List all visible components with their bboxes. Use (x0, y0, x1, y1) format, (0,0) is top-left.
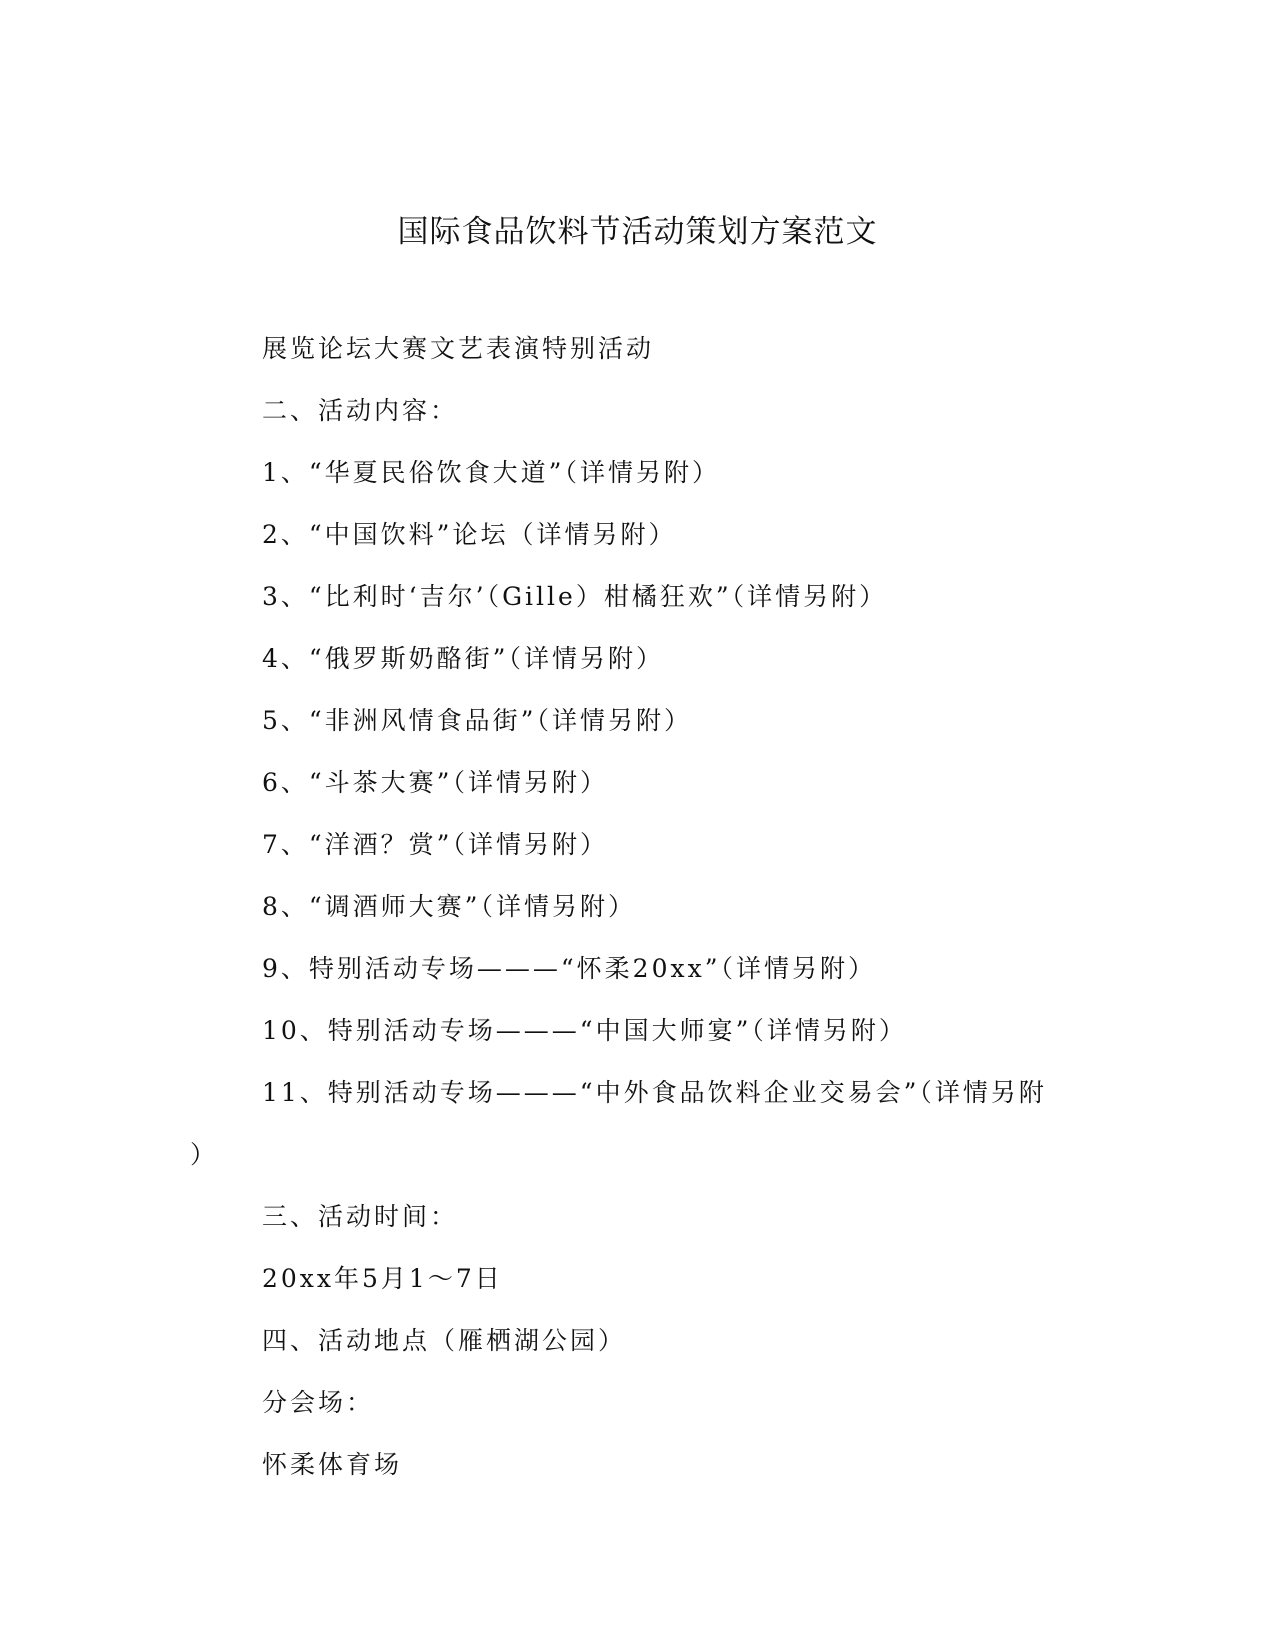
list-item: 8、“调酒师大赛”（详情另附） (262, 892, 636, 921)
list-item: 1、“华夏民俗饮食大道”（详情另附） (262, 458, 720, 487)
document-title: 国际食品饮料节活动策划方案范文 (397, 214, 878, 250)
section-heading-time: 三、活动时间： (262, 1202, 459, 1231)
list-item: 10、特别活动专场———“中国大师宴”（详情另附） (262, 1016, 907, 1045)
list-item: 2、“中国饮料”论坛（详情另附） (262, 520, 677, 549)
list-item: 7、“洋酒？赏”（详情另附） (262, 830, 608, 859)
section-heading-content: 二、活动内容： (262, 396, 459, 425)
list-item: 3、“比利时‘吉尔’（Gille）柑橘狂欢”（详情另附） (262, 582, 888, 611)
sub-venue-name: 怀柔体育场 (262, 1450, 403, 1479)
section-heading-location: 四、活动地点（雁栖湖公园） (262, 1326, 627, 1355)
paragraph-intro: 展览论坛大赛文艺表演特别活动 (262, 334, 655, 363)
list-item: 4、“俄罗斯奶酪街”（详情另附） (262, 644, 664, 673)
list-item: 9、特别活动专场———“怀柔20xx”（详情另附） (262, 954, 876, 983)
document-body (190, 327, 1070, 1505)
sub-venue-label: 分会场： (262, 1388, 375, 1417)
list-item: 11、特别活动专场———“中外食品饮料企业交易会”（详情另附 (262, 1078, 1047, 1107)
list-item: 5、“非洲风情食品街”（详情另附） (262, 706, 692, 735)
list-item: 6、“斗茶大赛”（详情另附） (262, 768, 608, 797)
event-date: 20xx年5月1～7日 (262, 1264, 503, 1293)
list-item-continuation: ） (190, 1140, 219, 1169)
